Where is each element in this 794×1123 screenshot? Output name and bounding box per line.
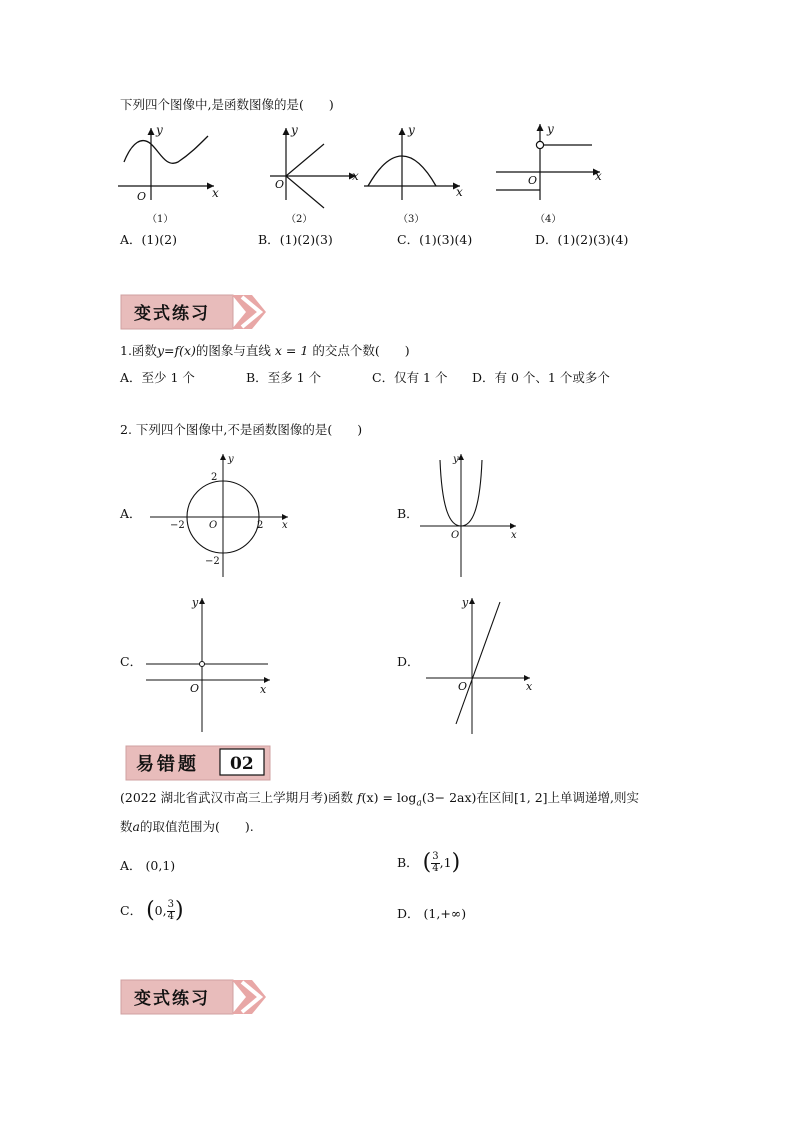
v1-option-c[interactable]: C．仅有 1 个 [372, 370, 448, 385]
banner1-label: 变式练习 [134, 304, 210, 324]
v2-graph-a-circle [148, 450, 296, 578]
v2-c-y: y [192, 596, 199, 609]
q1-caption-2: （2） [286, 214, 313, 225]
v2-label-a[interactable]: A． [120, 506, 142, 521]
v1-stem: 1.函数y=f(x)的图象与直线 x = 1 的交点个数( ) [120, 343, 410, 358]
v1-option-b[interactable]: B．至多 1 个 [246, 370, 322, 385]
q1-g2-x: x [352, 169, 359, 183]
v2-a-tick-right: 2 [257, 520, 264, 531]
q1-g1-o: O [137, 190, 147, 203]
q1-graph-2 [270, 124, 362, 202]
q2-option-c[interactable]: C． (0, $\frac{3}{4}$ ) [120, 898, 184, 923]
v2-stem: 2. 下列四个图像中,不是函数图像的是( ) [120, 422, 363, 437]
banner3-label: 变式练习 [134, 989, 210, 1009]
v2-b-y: y [453, 454, 459, 465]
v2-c-o: O [190, 682, 200, 695]
v2-graph-d-line [426, 594, 538, 734]
q1-g1-y: y [156, 123, 163, 137]
v2-c-x: x [260, 683, 267, 696]
q2-stem-line2: 数a的取值范围为( ). [120, 819, 254, 834]
q1-g3-x: x [456, 185, 463, 199]
v2-a-tick-top: 2 [211, 472, 218, 483]
q1-stem: 下列四个图像中,是函数图像的是( ) [120, 97, 334, 112]
banner2-number: 02 [230, 754, 254, 774]
q1-option-d[interactable]: D．(1)(2)(3)(4) [535, 232, 629, 247]
q1-g2-y: y [291, 123, 298, 137]
v2-a-tick-bottom: −2 [205, 556, 220, 567]
v2-b-x: x [511, 530, 517, 541]
q1-option-b[interactable]: B．(1)(2)(3) [258, 232, 333, 247]
q1-graph-3 [364, 124, 468, 202]
q1-g4-y: y [547, 122, 554, 136]
q1-g4-x: x [595, 169, 602, 183]
q1-caption-4: （4） [535, 214, 562, 225]
v2-graph-b-parabola [418, 450, 524, 578]
v2-a-tick-left: −2 [170, 520, 185, 531]
q2-option-d[interactable]: D． (1,+∞) [397, 906, 467, 921]
q1-g2-o: O [275, 178, 285, 191]
q1-g3-y: y [408, 123, 415, 137]
v2-a-o: O [209, 520, 218, 531]
banner-variant-practice-1 [120, 293, 272, 331]
v2-graph-c-line-hole [146, 594, 276, 734]
q1-graph-4 [496, 120, 608, 204]
q1-graph-1 [118, 124, 218, 202]
q1-caption-1: （1） [147, 214, 174, 225]
v2-label-c[interactable]: C． [120, 654, 143, 669]
v2-b-o: O [451, 530, 460, 541]
q1-option-a[interactable]: A．(1)(2) [120, 232, 177, 247]
v1-option-d[interactable]: D．有 0 个、1 个或多个 [472, 370, 610, 385]
banner2-label: 易错题 [136, 754, 199, 775]
q1-caption-3: （3） [398, 214, 425, 225]
banner-variant-practice-2 [120, 978, 272, 1016]
v2-d-o: O [458, 680, 468, 693]
v1-option-a[interactable]: A．至少 1 个 [120, 370, 195, 385]
banner-error-prone-02 [126, 746, 272, 782]
q1-option-c[interactable]: C．(1)(3)(4) [397, 232, 473, 247]
q1-g4-o: O [528, 174, 538, 187]
q2-option-a[interactable]: A． (0,1) [120, 858, 176, 873]
v2-label-b[interactable]: B． [397, 506, 419, 521]
q1-g1-x: x [212, 186, 219, 200]
q2-stem-line1: (2022 湖北省武汉市高三上学期月考)函数 $f(x) = \log_a(3- 2ax)$在区间[1, 2]上单调递增,则实 [120, 790, 640, 809]
v2-d-x: x [526, 680, 533, 693]
v2-a-x: x [282, 520, 288, 531]
v2-d-y: y [462, 596, 469, 609]
v2-a-y: y [228, 454, 234, 465]
v2-label-d[interactable]: D． [397, 654, 420, 669]
q2-option-b[interactable]: B． ( $\frac{3}{4}$ ,1) [397, 850, 461, 875]
